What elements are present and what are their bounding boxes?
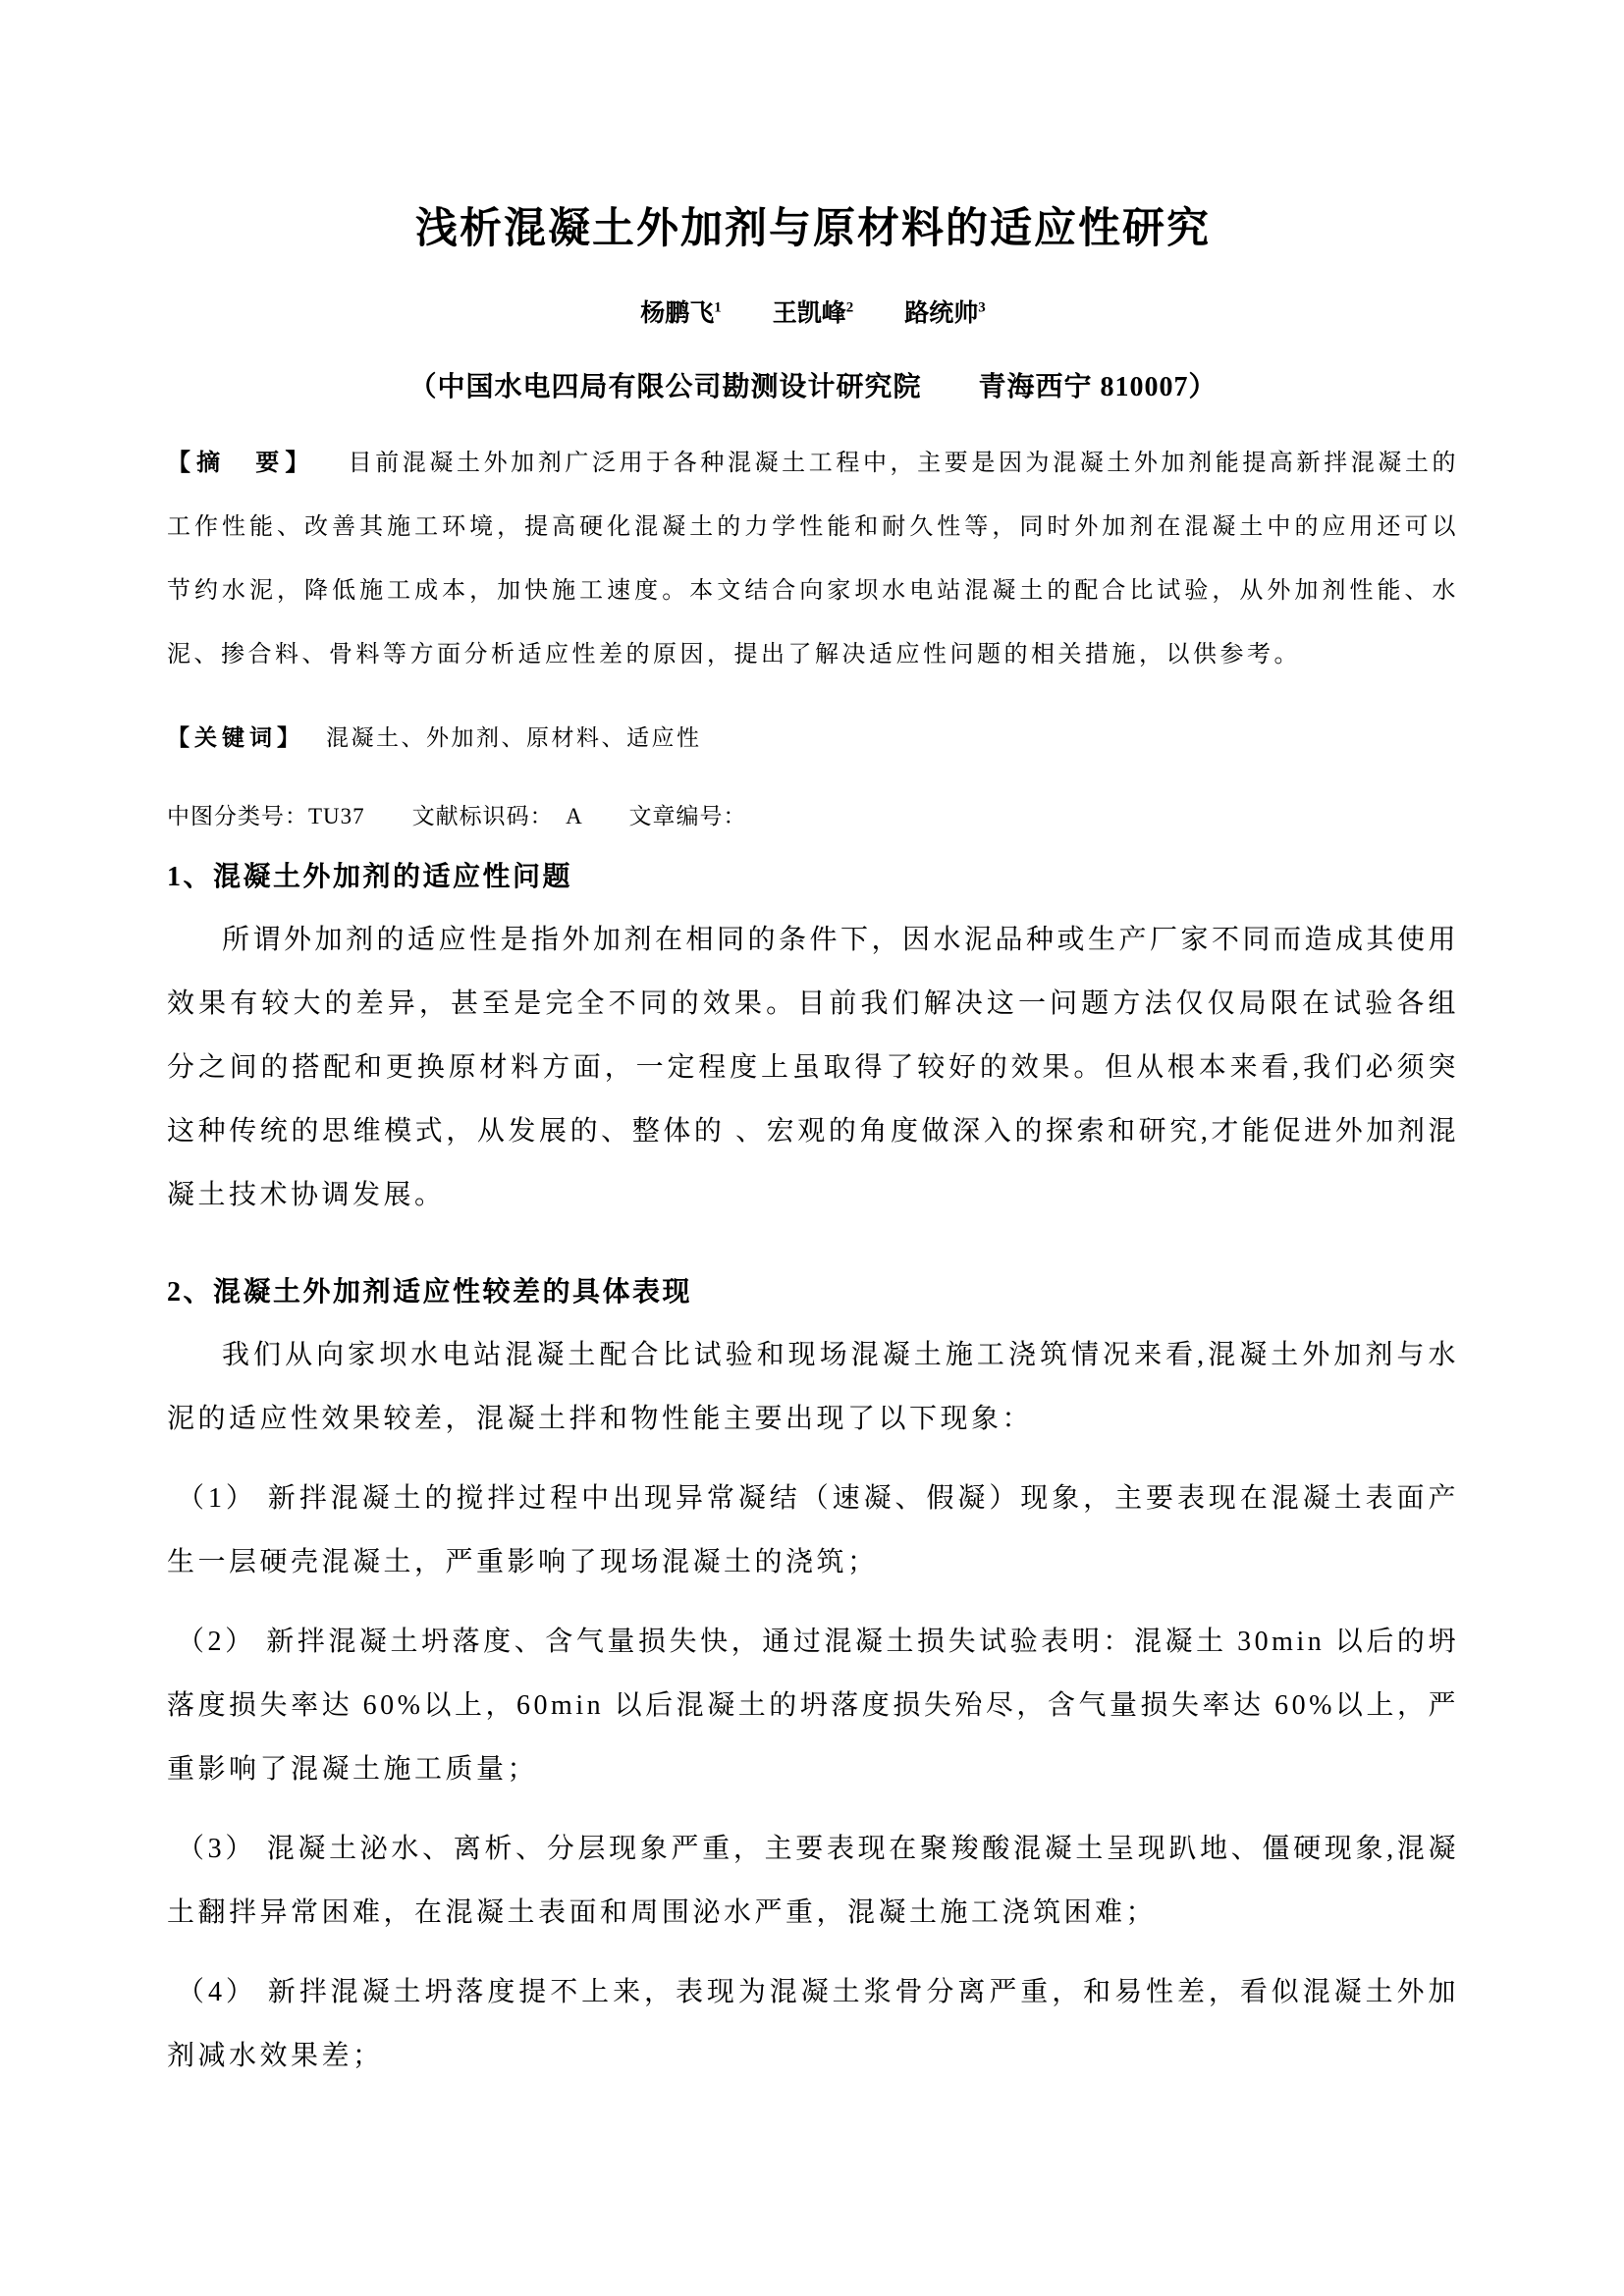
abstract-text: 目前混凝土外加剂广泛用于各种混凝土工程中，主要是因为混凝土外加剂能提高新拌混凝土的工作性能、改善其施工环境，提高硬化混凝土的力学性能和耐久性等，同时外加剂在混凝土中的应用还可以节约水泥，降低施工成本，加快施工速度。本文结合向家坝水电站混凝土的配合比试验，从外加剂性能、水泥、掺合料、骨料等方面分析适应性差的原因，提出了解决适应性问题的相关措施，以供参考。 xyxy=(167,451,1460,668)
section-2-intro-paragraph: 我们从向家坝水电站混凝土配合比试验和现场混凝土施工浇筑情况来看,混凝土外加剂与水泥的适应性效果较差，混凝土拌和物性能主要出现了以下现象： xyxy=(167,1340,1459,1435)
author-1 xyxy=(640,300,722,327)
classification-line: 中图分类号：TU37 文献标识码： A 文章编号： xyxy=(167,804,747,829)
list-item-2: （2） 新拌混凝土坍落度、含气量损失快，通过混凝土损失试验表明：混凝土 30min 以后的坍落度损失率达 60%以上，60min 以后混凝土的坍落度损失殆尽，含气量损失率达 60%以上，严重影响了混凝土施工质量； xyxy=(167,1627,1459,1786)
keywords-label: 【关键词】 xyxy=(167,725,304,751)
author-3 xyxy=(904,300,986,327)
author-3-name: 路统帅 xyxy=(904,300,979,328)
abstract-paragraph xyxy=(167,432,1459,687)
paper-title: 浅析混凝土外加剂与原材料的适应性研究 xyxy=(415,206,1211,252)
list-item-3: （3） 混凝土泌水、离析、分层现象严重，主要表现在聚羧酸混凝土呈现趴地、僵硬现象,混凝土翻拌异常困难，在混凝土表面和周围泌水严重，混凝土施工浇筑困难； xyxy=(167,1834,1459,1929)
author-1-affiliation-mark: 1 xyxy=(714,300,722,316)
author-2-name: 王凯峰 xyxy=(772,300,846,328)
abstract-label: 【摘 要】 xyxy=(167,451,315,477)
authors-line xyxy=(167,293,1459,330)
author-2-affiliation-mark: 2 xyxy=(845,300,854,316)
section-2-heading: 2、混凝土外加剂适应性较差的具体表现 xyxy=(167,1277,693,1308)
keywords-line xyxy=(167,721,1459,756)
affiliation-line: （中国水电四局有限公司勘测设计研究院 青海西宁 810007） xyxy=(408,372,1218,403)
author-3-affiliation-mark: 3 xyxy=(978,300,986,316)
section-1-paragraph: 所谓外加剂的适应性是指外加剂在相同的条件下，因水泥品种或生产厂家不同而造成其使用效果有较大的差异，甚至是完全不同的效果。目前我们解决这一问题方法仅仅局限在试验各组分之间的搭配和更换原材料方面，一定程度上虽取得了较好的效果。但从根本来看,我们必须突这种传统的思维模式，从发展的、整体的 、宏观的角度做深入的探索和研究,才能促进外加剂混凝土技术协调发展。 xyxy=(167,925,1460,1211)
list-item-1: （1） 新拌混凝土的搅拌过程中出现异常凝结（速凝、假凝）现象，主要表现在混凝土表面产生一层硬壳混凝土，严重影响了现场混凝土的浇筑； xyxy=(167,1483,1459,1578)
list-item-4: （4） 新拌混凝土坍落度提不上来，表现为混凝土浆骨分离严重，和易性差，看似混凝土外加剂减水效果差； xyxy=(167,1977,1459,2072)
keywords-text: 混凝土、外加剂、原材料、适应性 xyxy=(326,725,702,751)
author-1-name: 杨鹏飞 xyxy=(640,300,715,328)
author-2 xyxy=(773,300,854,327)
section-1-heading: 1、混凝土外加剂的适应性问题 xyxy=(167,862,573,893)
